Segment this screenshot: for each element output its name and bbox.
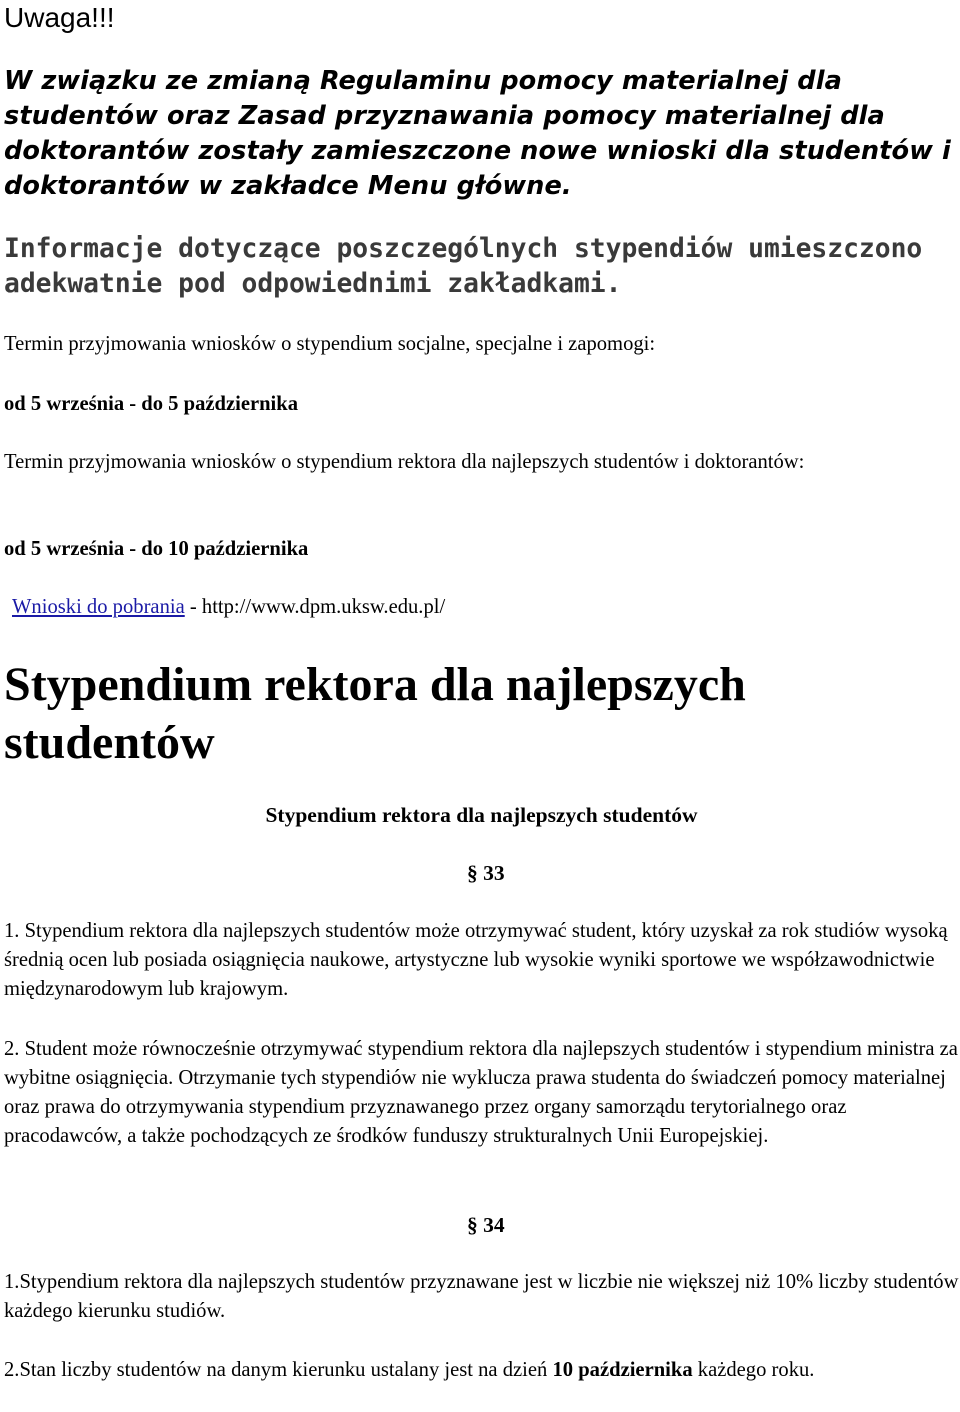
section-34-paragraph-2: [4, 1356, 959, 1385]
deadline-social-dates: od 5 września - do 5 października: [4, 393, 299, 415]
download-line: [12, 593, 960, 622]
notice-text: W związku ze zmianą Regulaminu pomocy materialnej dla studentów oraz Zasad przyznawania pomocy materialnej dla doktorantów zostały zamieszczone nowe wnioski dla studentów i doktorantów w zakładce Menu główne.: [4, 66, 951, 201]
section-34-p2-date: 10 października: [552, 1359, 693, 1381]
sub-heading: Stypendium rektora dla najlepszych studentów: [265, 803, 698, 827]
deadline-social-label: Termin przyjmowania wniosków o stypendium socjalne, specjalne i zapomogi:: [4, 333, 656, 355]
section-34-number: § 34: [467, 1213, 505, 1237]
info-text: Informacje dotyczące poszczególnych stypendiów umieszczono adekwatnie pod odpowiednimi zakładkami.: [4, 234, 923, 299]
section-34-p2-before: 2.Stan liczby studentów na danym kierunku ustalany jest na dzień: [4, 1359, 553, 1381]
deadline-rector-label: Termin przyjmowania wniosków o stypendium rektora dla najlepszych studentów i doktorantów:: [4, 451, 805, 473]
download-separator: -: [184, 596, 202, 618]
download-forms-link[interactable]: Wnioski do pobrania: [12, 596, 185, 618]
download-url: http://www.dpm.uksw.edu.pl/: [201, 596, 446, 618]
section-33-number: § 33: [467, 861, 505, 885]
section-33-paragraph-1: 1. Stypendium rektora dla najlepszych studentów może otrzymywać student, który uzyskał za rok studiów wysoką średnią ocen lub posiada osiągnięcia naukowe, artystyczne lub wysokie wyniki sportowe we współzawodnictwie międzynarodowym lub krajowym.: [4, 920, 948, 1000]
section-33-paragraph-2: 2. Student może równocześnie otrzymywać stypendium rektora dla najlepszych studentów i stypendium ministra za wybitne osiągnięcia. Otrzymanie tych stypendiów nie wyklucza prawa studenta do świadczeń pomocy materialnej oraz prawa do otrzymywania stypendium przyznawanego przez organy samorządu terytorialnego oraz pracodawców, a także pochodzących ze środków funduszy strukturalnych Unii Europejskiej.: [4, 1038, 958, 1147]
deadline-rector-dates: od 5 września - do 10 października: [4, 538, 309, 560]
main-heading: Stypendium rektora dla najlepszych studentów: [4, 658, 746, 769]
section-34-paragraph-1: 1.Stypendium rektora dla najlepszych studentów przyznawane jest w liczbie nie większej niż 10% liczby studentów każdego kierunku studiów.: [4, 1271, 959, 1322]
warning-title: Uwaga!!!: [4, 2, 115, 33]
section-34-p2-after: każdego roku.: [692, 1359, 815, 1381]
